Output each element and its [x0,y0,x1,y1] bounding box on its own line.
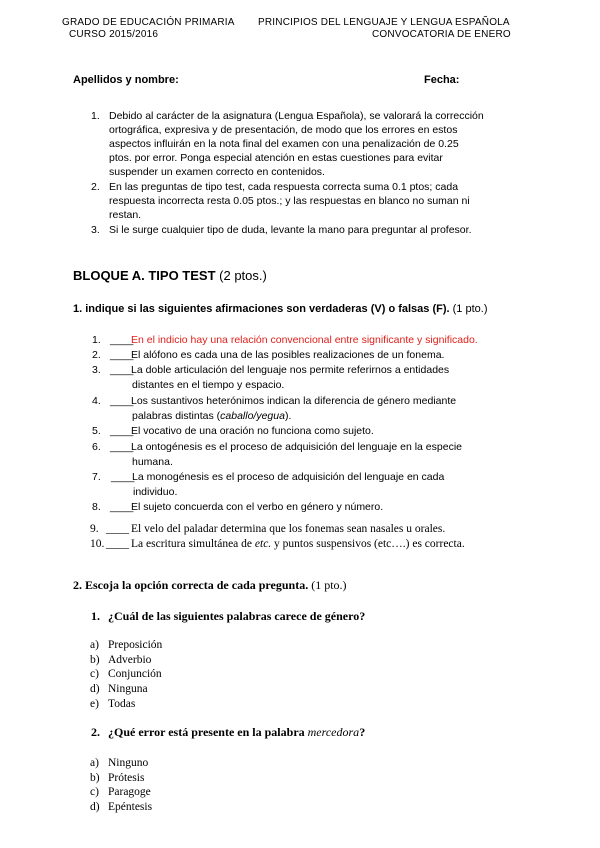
q1-item-text: El alófono es cada una de las posibles realizaciones de un fonema. [131,349,445,361]
q1-item-blank[interactable]: ____ [110,395,134,407]
q1-item-text [131,537,465,551]
q1-item-text: La monogénesis es el proceso de adquisición del lenguaje en cada [132,471,445,483]
option-text[interactable]: Paragoge [108,786,151,798]
q1-item-text-italic: caballo/yegua [220,410,285,422]
instruction-line: ptos. por error. Ponga especial atención en estas cuestiones para evitar [109,152,443,164]
q1-item-number: 4. [92,395,101,407]
date-label: Fecha: [424,74,460,86]
q2-sub1-question: ¿Cuál de las siguientes palabras carece de género? [108,609,366,623]
option-letter: c) [90,668,99,680]
instruction-line: Si le surge cualquier tipo de duda, levante la mano para preguntar al profesor. [109,224,472,236]
option-text[interactable]: Todas [108,698,136,710]
instruction-number: 3. [91,224,100,236]
q1-item-number: 8. [92,501,101,513]
q1-item-blank[interactable]: ____ [106,538,129,550]
q1-title [73,303,488,315]
instruction-number: 2. [91,181,100,193]
q2-sub2-question-italic: mercedora [307,725,360,739]
option-text[interactable]: Preposición [108,639,163,651]
q1-item-number: 2. [92,349,101,361]
q1-item-text-part: y puntos suspensivos (etc….) es correcta. [271,538,465,550]
header-left-line2: CURSO 2015/2016 [69,29,159,40]
option-letter: d) [90,683,100,695]
option-text[interactable]: Conjunción [108,668,162,680]
q1-item-text: La doble articulación del lenguaje nos permite referirnos a entidades [131,364,450,376]
option-text[interactable]: Ninguna [108,683,148,695]
q1-item-number: 1. [92,334,101,346]
q1-item-blank[interactable]: ____ [106,523,129,535]
q2-sub1-number: 1. [91,609,100,623]
header-right-line1: PRINCIPIOS DEL LENGUAJE Y LENGUA ESPAÑOLA [258,17,510,28]
q1-item-text: En el indicio hay una relación convencional entre significante y significado. [131,334,478,346]
q2-points: (1 pto.) [311,578,347,592]
option-text[interactable]: Adverbio [108,654,152,666]
q2-title [73,578,347,593]
q1-item-text-cont: humana. [132,456,173,468]
q1-item-blank[interactable]: ____ [110,425,134,437]
q1-item-text-cont [132,409,291,423]
name-label: Apellidos y nombre: [73,74,179,86]
q1-item-text-cont: distantes en el tiempo y espacio. [132,379,285,391]
option-letter: a) [90,639,99,651]
q1-item-number: 10. [90,538,105,550]
q1-item-text: El vocativo de una oración no funciona como sujeto. [131,425,374,437]
block-title [73,268,267,283]
option-letter: d) [90,801,100,813]
q1-item-text: El velo del paladar determina que los fonemas sean nasales u orales. [131,523,446,535]
q1-item-text-italic: etc. [254,538,272,550]
q1-item-text-part: palabras distintas ( [132,410,221,422]
q1-item-blank[interactable]: ____ [111,471,135,483]
instruction-line: suspender un examen correcto en contenidos. [109,166,325,178]
block-points: (2 ptos.) [219,268,267,283]
q1-item-number: 3. [92,364,101,376]
q1-item-text-part: La escritura simultánea de [131,538,255,550]
instruction-line: aspectos influirán en la nota final del examen con una penalización de 0.25 [109,138,459,150]
instruction-line: restan. [109,209,142,221]
header-right-line2: CONVOCATORIA DE ENERO [372,29,511,40]
q1-item-blank[interactable]: ____ [110,441,134,453]
q1-item-text: La ontogénesis es el proceso de adquisición del lenguaje en la especie [131,441,462,453]
q2-sub2-question-part: ? [359,725,366,739]
q1-item-text: El sujeto concuerda con el verbo en género y número. [131,501,384,513]
q1-item-blank[interactable]: ____ [110,349,134,361]
option-text[interactable]: Ninguno [108,757,149,769]
q2-sub2-question-part: ¿Qué error está presente en la palabra [108,725,308,739]
option-letter: b) [90,772,100,784]
q2-title-text: 2. Escoja la opción correcta de cada pregunta. [73,578,309,592]
q2-sub2-number: 2. [91,725,100,739]
option-text[interactable]: Epéntesis [108,801,153,813]
instruction-line: ortográfica, expresiva y de presentación, de modo que los errores en estos [109,124,458,136]
q1-title-text: 1. indique si las siguientes afirmaciones son verdaderas (V) o falsas (F). [73,303,450,315]
q1-item-number: 5. [92,425,101,437]
q1-item-blank[interactable]: ____ [110,334,134,346]
q1-item-blank[interactable]: ____ [110,364,134,376]
q1-item-text-cont: individuo. [133,486,178,498]
q1-item-text: Los sustantivos heterónimos indican la diferencia de género mediante [131,395,457,407]
option-text[interactable]: Prótesis [108,772,145,784]
instruction-line: Debido al carácter de la asignatura (Lengua Española), se valorará la corrección [109,110,484,122]
q1-points: (1 pto.) [452,303,488,315]
instruction-line: En las preguntas de tipo test, cada respuesta correcta suma 0.1 ptos; cada [109,181,459,193]
block-title-text: BLOQUE A. TIPO TEST [73,268,216,283]
q2-sub2-question [108,725,365,740]
instruction-number: 1. [91,110,100,122]
q1-item-text-part: ). [284,410,292,422]
q1-item-number: 6. [92,441,101,453]
option-letter: c) [90,786,99,798]
q1-item-number: 9. [90,523,99,535]
option-letter: a) [90,757,99,769]
option-letter: e) [90,698,99,710]
option-letter: b) [90,654,100,666]
instruction-line: respuesta incorrecta resta 0.05 ptos.; y las respuestas en blanco no suman ni [109,195,470,207]
q1-item-blank[interactable]: ____ [110,501,134,513]
header-left-line1: GRADO DE EDUCACIÓN PRIMARIA [62,17,235,28]
q1-item-number: 7. [92,471,101,483]
